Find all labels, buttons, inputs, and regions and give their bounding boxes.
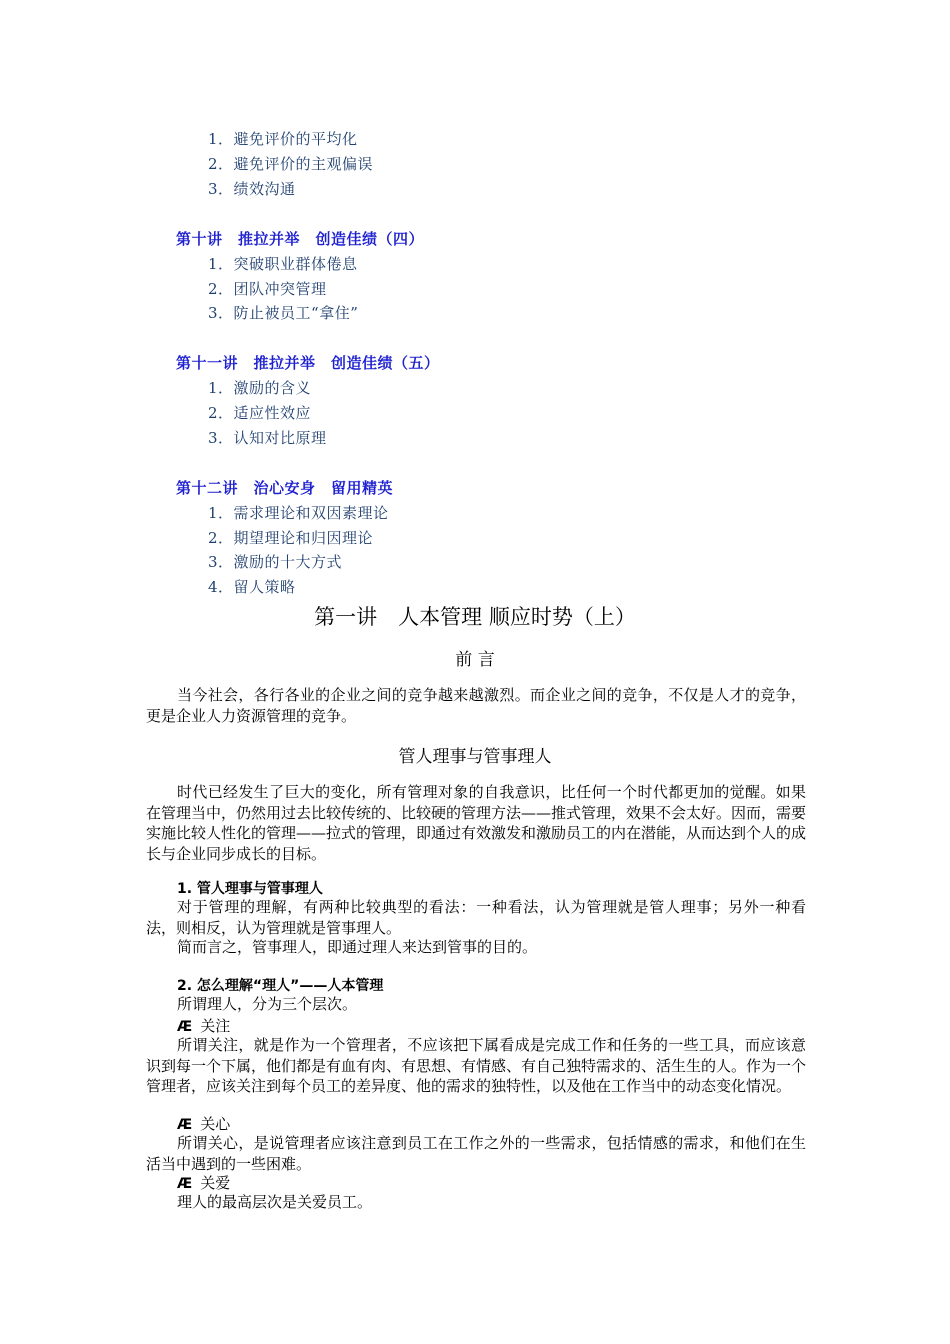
section-title: 管人理事与管事理人	[398, 747, 552, 767]
toc-item: 3．激励的十大方式	[208, 553, 343, 571]
toc-item: 1．避免评价的平均化	[208, 130, 358, 148]
level-heading	[177, 1015, 230, 1036]
toc-item: 3．绩效沟通	[208, 180, 296, 198]
toc-item: 2．团队冲突管理	[208, 280, 327, 298]
bullet-marker: Æ	[177, 1019, 193, 1035]
toc-item: 4．留人策略	[208, 578, 296, 596]
bullet-marker: Æ	[177, 1176, 193, 1192]
toc-item: 3．认知对比原理	[208, 429, 327, 447]
preface-title: 前 言	[455, 650, 495, 670]
toc-item: 3．防止被员工“拿住”	[208, 304, 359, 322]
toc-lecture-title: 第十二讲 治心安身 留用精英	[176, 479, 394, 497]
subsection-title: 1. 管人理事与管事理人	[177, 881, 323, 897]
toc-item: 2．避免评价的主观偏误	[208, 155, 374, 173]
bullet-marker: Æ	[177, 1117, 193, 1133]
level-paragraph: 理人的最高层次是关爱员工。	[177, 1193, 373, 1211]
subsection-title: 2. 怎么理解“理人”——人本管理	[177, 978, 384, 994]
toc-item: 1．需求理论和双因素理论	[208, 504, 389, 522]
subsection-paragraph: 对于管理的理解，有两种比较典型的看法：一种看法，认为管理就是管人理事；另外一种看法，则相反，认为管理就是管事理人。	[146, 898, 806, 937]
toc-lecture-title: 第十一讲 推拉并举 创造佳绩（五）	[176, 354, 440, 372]
toc-item: 1．激励的含义	[208, 379, 312, 397]
level-label: 关注	[200, 1017, 231, 1035]
toc-item: 2．期望理论和归因理论	[208, 529, 374, 547]
level-heading	[177, 1172, 230, 1193]
level-label: 关心	[200, 1115, 231, 1133]
chapter-title: 第一讲 人本管理 顺应时势（上）	[314, 605, 636, 629]
level-label: 关爱	[200, 1174, 231, 1192]
toc-lecture-title: 第十讲 推拉并举 创造佳绩（四）	[176, 230, 425, 248]
subsection-paragraph: 简而言之，管事理人，即通过理人来达到管事的目的。	[177, 938, 538, 956]
preface-paragraph: 当今社会，各行各业的企业之间的竞争越来越激烈。而企业之间的竞争，不仅是人才的竞争，更是企业人力资源管理的竞争。	[146, 686, 806, 725]
toc-item: 1．突破职业群体倦息	[208, 255, 358, 273]
toc-item: 2．适应性效应	[208, 404, 312, 422]
level-paragraph: 所谓关心，是说管理者应该注意到员工在工作之外的一些需求，包括情感的需求，和他们在生活当中遇到的一些困难。	[146, 1134, 806, 1173]
level-heading	[177, 1113, 230, 1134]
level-paragraph: 所谓关注，就是作为一个管理者，不应该把下属看成是完成工作和任务的一些工具，而应该意识到每一个下属，他们都是有血有肉、有思想、有情感、有自己独特需求的、活生生的人。作为一个管理者，应该关注到每个员工的差异度、他的需求的独特性，以及他在工作当中的动态变化情况。	[146, 1036, 807, 1095]
subsection-paragraph: 所谓理人，分为三个层次。	[177, 995, 358, 1013]
section-paragraph: 时代已经发生了巨大的变化，所有管理对象的自我意识，比任何一个时代都更加的觉醒。如果在管理当中，仍然用过去比较传统的、比较硬的管理方法——推式管理，效果不会太好。因而，需要实施比较人性化的管理——拉式的管理，即通过有效激发和激励员工的内在潜能，从而达到个人的成长与企业同步成长的目标。	[146, 783, 807, 863]
